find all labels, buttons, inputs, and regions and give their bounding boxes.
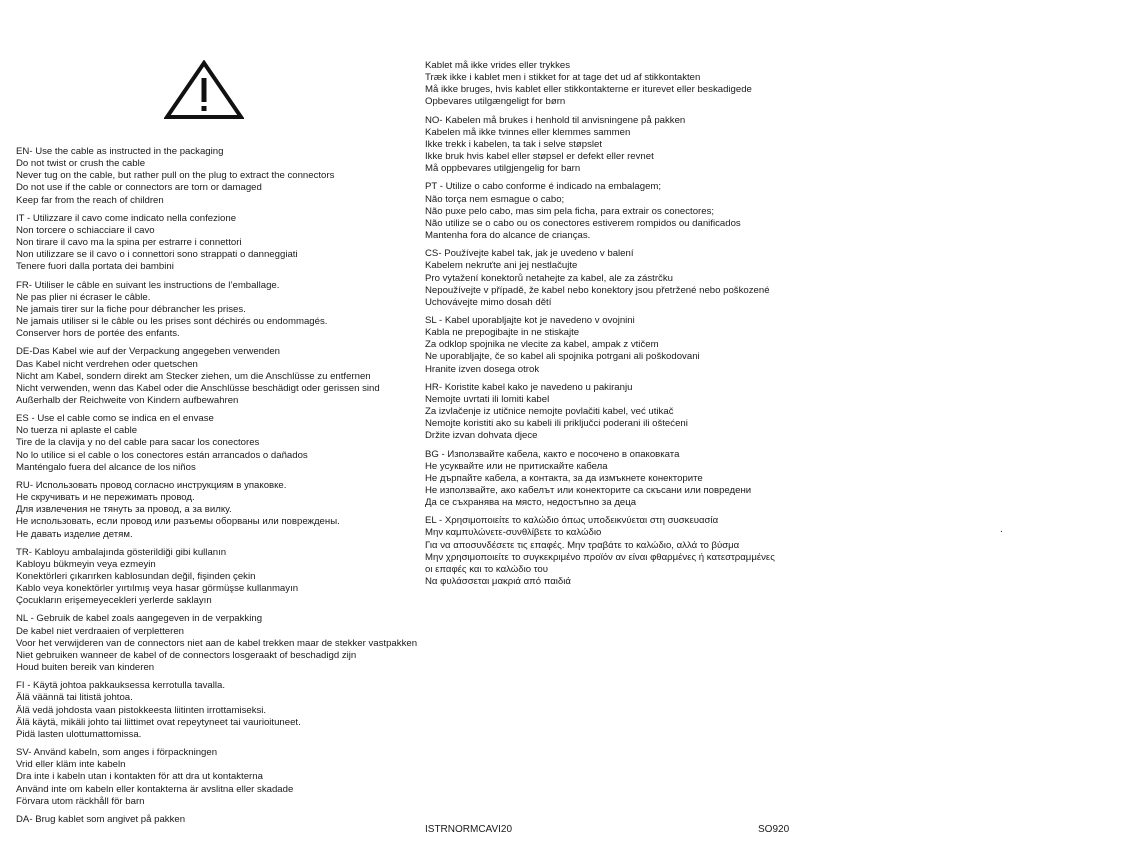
instruction-line: Не давать изделие детям.	[16, 528, 133, 540]
instruction-line: Uchovávejte mimo dosah dětí	[425, 296, 552, 308]
instruction-line: Для извлечения не тянуть за провод, а за вилку.	[16, 504, 232, 516]
instruction-line: Ne uporabljajte, če so kabel ali spojnika potrgani ali poškodovani	[425, 351, 700, 363]
instruction-block-hr	[425, 382, 820, 443]
instruction-heading: FI - Käytä johtoa pakkauksessa kerrotulla tavalla.	[16, 680, 226, 692]
instruction-line: Pidä lasten ulottumattomissa.	[16, 728, 142, 740]
instruction-line: Kabelem nekruťte ani jej nestlačujte	[425, 260, 578, 272]
instruction-heading: DA- Brug kablet som angivet på pakken	[16, 813, 186, 825]
instruction-block-it	[16, 213, 411, 274]
instruction-line: Не усуквайте или не притискайте кабела	[425, 460, 608, 472]
stray-mark: .	[1000, 524, 1003, 535]
instruction-heading: DE-Das Kabel wie auf der Verpackung angegeben verwenden	[16, 346, 281, 358]
instruction-line: οι επαφές και το καλώδιο του	[425, 563, 548, 575]
instruction-block-bg	[425, 449, 820, 510]
instruction-line: Pro vytažení konektorů netahejte za kabel, ale za zástrčku	[425, 272, 673, 284]
instruction-heading: CS- Používejte kabel tak, jak je uvedeno v balení	[425, 248, 634, 260]
instruction-block-en	[16, 146, 411, 207]
instruction-line: Älä väännä tai litistä johtoa.	[16, 692, 133, 704]
instruction-line: Ikke bruk hvis kabel eller støpsel er defekt eller revnet	[425, 151, 654, 163]
instruction-line: Do not twist or crush the cable	[16, 158, 146, 170]
instruction-block-el	[425, 515, 820, 588]
instruction-line: Konektörleri çıkarırken kablosundan değil, fişinden çekin	[16, 571, 256, 582]
instruction-line: Never tug on the cable, but rather pull on the plug to extract the connectors	[16, 170, 335, 182]
instruction-line: Ikke trekk i kabelen, ta tak i selve støpslet	[425, 138, 603, 150]
instruction-line: Ne pas plier ni écraser le câble.	[16, 291, 151, 303]
instruction-heading: NL - Gebruik de kabel zoals aangegeven in de verpakking	[16, 613, 263, 625]
instruction-line: Niet gebruiken wanneer de kabel of de connectors losgeraakt of beschadigd zijn	[16, 649, 357, 661]
instruction-line: Ne jamais utiliser si le câble ou les prises sont déchirés ou endommagés.	[16, 316, 328, 328]
instruction-heading: SV- Använd kabeln, som anges i förpackningen	[16, 747, 218, 759]
instruction-heading: SL - Kabel uporabljajte kot je navedeno v ovojnini	[425, 314, 635, 326]
instruction-line: Не използвайте, ако кабелът или конекторите са скъсани или повредени	[425, 485, 752, 496]
instruction-line: Non tirare il cavo ma la spina per estrarre i connettori	[16, 237, 242, 249]
instruction-line: Må oppbevares utilgjengelig for barn	[425, 163, 581, 175]
instruction-line: Houd buiten bereik van kinderen	[16, 662, 155, 674]
instruction-block-no	[425, 115, 820, 176]
left-column	[16, 146, 418, 832]
instruction-heading: Kablet må ikke vrides eller trykkes	[425, 60, 571, 71]
instruction-line: Να φυλάσσεται μακριά από παιδιά	[425, 576, 571, 588]
instruction-block-nl	[16, 613, 418, 674]
instruction-heading: EN- Use the cable as instructed in the packaging	[16, 146, 224, 157]
instruction-line: Non utilizzare se il cavo o i connettori sono strappati o danneggiati	[16, 249, 298, 261]
instruction-block-tr	[16, 547, 411, 608]
instruction-block-da	[16, 814, 411, 826]
instruction-heading: BG - Използвайте кабела, както е посочено в опаковката	[425, 448, 680, 460]
instruction-line: No tuerza ni aplaste el cable	[16, 425, 138, 437]
instruction-line: Non torcere o schiacciare il cavo	[16, 224, 155, 236]
instruction-line: Nicht am Kabel, sondern direkt am Stecker ziehen, um die Anschlüsse zu entfernen	[16, 370, 371, 382]
instruction-line: Manténgalo fuera del alcance de los niños	[16, 461, 196, 473]
instruction-line: Ne jamais tirer sur la fiche pour débrancher les prises.	[16, 303, 246, 315]
instruction-line: Hranite izven dosega otrok	[425, 363, 540, 375]
instruction-heading: IT - Utilizzare il cavo come indicato nella confezione	[16, 212, 237, 224]
instruction-block-cs	[425, 248, 820, 309]
instruction-block-sv	[16, 747, 411, 808]
instruction-line: Tenere fuori dalla portata dei bambini	[16, 261, 174, 273]
instruction-line: Μην χρησιμοποιείτε το συγκεκριμένο προϊόν αν είναι φθαρμένες ή κατεστραμμένες	[425, 551, 775, 563]
instruction-line: Não torça nem esmague o cabo;	[425, 193, 565, 205]
instruction-block-sl	[425, 315, 820, 376]
instruction-line: Não utilize se o cabo ou os conectores estiverem rompidos ou danificados	[425, 217, 741, 229]
instruction-block-de	[16, 346, 411, 407]
instruction-line: De kabel niet verdraaien of verpletteren	[16, 625, 184, 637]
instruction-line: Не дърпайте кабела, а контакта, за да измъкнете конекторите	[425, 472, 703, 484]
instruction-line: Opbevares utilgængeligt for børn	[425, 96, 566, 108]
instruction-line: Για να αποσυνδέσετε τις επαφές. Μην τραβάτε το καλώδιο, αλλά το βύσμα	[425, 539, 740, 551]
instruction-line: Nemojte koristiti ako su kabeli ili priključci poderani ili oštećeni	[425, 418, 688, 430]
instruction-heading: EL - Χρησιμοποιείτε το καλώδιο όπως υποδεικνύεται στη συσκευασία	[425, 515, 719, 527]
instruction-line: Çocukların erişemeyecekleri yerlerde saklayın	[16, 595, 212, 607]
instruction-line: Nepoužívejte v případě, že kabel nebo konektory jsou přetržené nebo poškozené	[425, 284, 770, 296]
instruction-line: Keep far from the reach of children	[16, 194, 164, 206]
instruction-heading: RU- Использовать провод согласно инструкциям в упаковке.	[16, 479, 287, 491]
instruction-line: Не скручивать и не пережимать провод.	[16, 492, 195, 504]
reference-code: SO920	[758, 824, 790, 835]
warning-triangle-icon	[164, 60, 244, 122]
instruction-line: Za izvlačenje iz utičnice nemojte povlačiti kabel, već utikač	[425, 406, 674, 418]
instruction-line: Förvara utom räckhåll för barn	[16, 795, 145, 807]
instruction-line: Kabloyu bükmeyin veya ezmeyin	[16, 558, 156, 570]
instruction-block-fr	[16, 280, 411, 341]
instruction-heading: NO- Kabelen må brukes i henhold til anvisningene på pakken	[425, 114, 686, 126]
instruction-heading: FR- Utiliser le câble en suivant les instructions de l’emballage.	[16, 279, 280, 291]
instruction-heading: TR- Kabloyu ambalajında gösterildiği gibi kullanın	[16, 546, 227, 558]
instruction-line: Außerhalb der Reichweite von Kindern aufbewahren	[16, 394, 239, 406]
instruction-heading: PT - Utilize o cabo conforme é indicado na embalagem;	[425, 181, 662, 193]
instruction-line: Conserver hors de portée des enfants.	[16, 328, 180, 340]
instruction-line: Não puxe pelo cabo, mas sim pela ficha, para extrair os conectores;	[425, 205, 715, 217]
instruction-line: Да се съхранява на място, недостъпно за деца	[425, 497, 637, 509]
instruction-line: Nicht verwenden, wenn das Kabel oder die Anschlüsse beschädigt oder gerissen sind	[16, 382, 380, 394]
instruction-line: Kabla ne prepogibajte in ne stiskajte	[425, 327, 580, 339]
instruction-line: Älä vedä johdosta vaan pistokkeesta liitinten irrottamiseksi.	[16, 704, 267, 716]
instruction-line: Do not use if the cable or connectors are torn or damaged	[16, 182, 262, 194]
instruction-block-ru	[16, 480, 411, 541]
instruction-line: Držite izvan dohvata djece	[425, 430, 538, 442]
instruction-line: Μην καμπυλώνετε-συνθλίβετε το καλώδιο	[425, 527, 602, 539]
instruction-line: Tire de la clavija y no del cable para sacar los conectores	[16, 437, 260, 449]
instruction-line: Nemojte uvrtati ili lomiti kabel	[425, 393, 550, 405]
product-code: ISTRNORMCAVI20	[425, 824, 513, 835]
instruction-block-es	[16, 413, 411, 474]
instruction-line: Das Kabel nicht verdrehen oder quetschen	[16, 358, 198, 370]
instruction-block-da-cont	[425, 60, 820, 109]
right-column	[425, 60, 820, 594]
instruction-heading: ES - Use el cable como se indica en el envase	[16, 413, 214, 425]
instruction-line: Mantenha fora do alcance de crianças.	[425, 230, 591, 242]
instruction-line: Vrid eller kläm inte kabeln	[16, 759, 126, 771]
instruction-line: No lo utilice si el cable o los conectores están arrancados o dañados	[16, 449, 308, 461]
instruction-line: Kabelen må ikke tvinnes eller klemmes sammen	[425, 126, 631, 138]
instruction-line: Kablo veya konektörler yırtılmış veya hasar görmüşse kullanmayın	[16, 583, 299, 595]
instruction-line: Dra inte i kabeln utan i kontakten för att dra ut kontakterna	[16, 771, 263, 783]
instruction-line: Træk ikke i kablet men i stikket for at tage det ud af stikkontakten	[425, 72, 701, 84]
instruction-heading: HR- Koristite kabel kako je navedeno u pakiranju	[425, 381, 633, 393]
instruction-line: Älä käytä, mikäli johto tai liittimet ovat repeytyneet tai vaurioituneet.	[16, 716, 301, 728]
instruction-line: Voor het verwijderen van de connectors niet aan de kabel trekken maar de stekker vastpakken	[16, 637, 418, 649]
instruction-line: Må ikke bruges, hvis kablet eller stikkontakterne er iturevet eller beskadigede	[425, 84, 752, 96]
instruction-line: Не использовать, если провод или разъемы оборваны или повреждены.	[16, 516, 340, 528]
instruction-line: Za odklop spojnika ne vlecite za kabel, ampak z vtičem	[425, 339, 659, 351]
instruction-line: Använd inte om kabeln eller kontakterna är avslitna eller skadade	[16, 783, 294, 795]
instruction-block-pt	[425, 181, 820, 242]
instruction-block-fi	[16, 680, 411, 741]
